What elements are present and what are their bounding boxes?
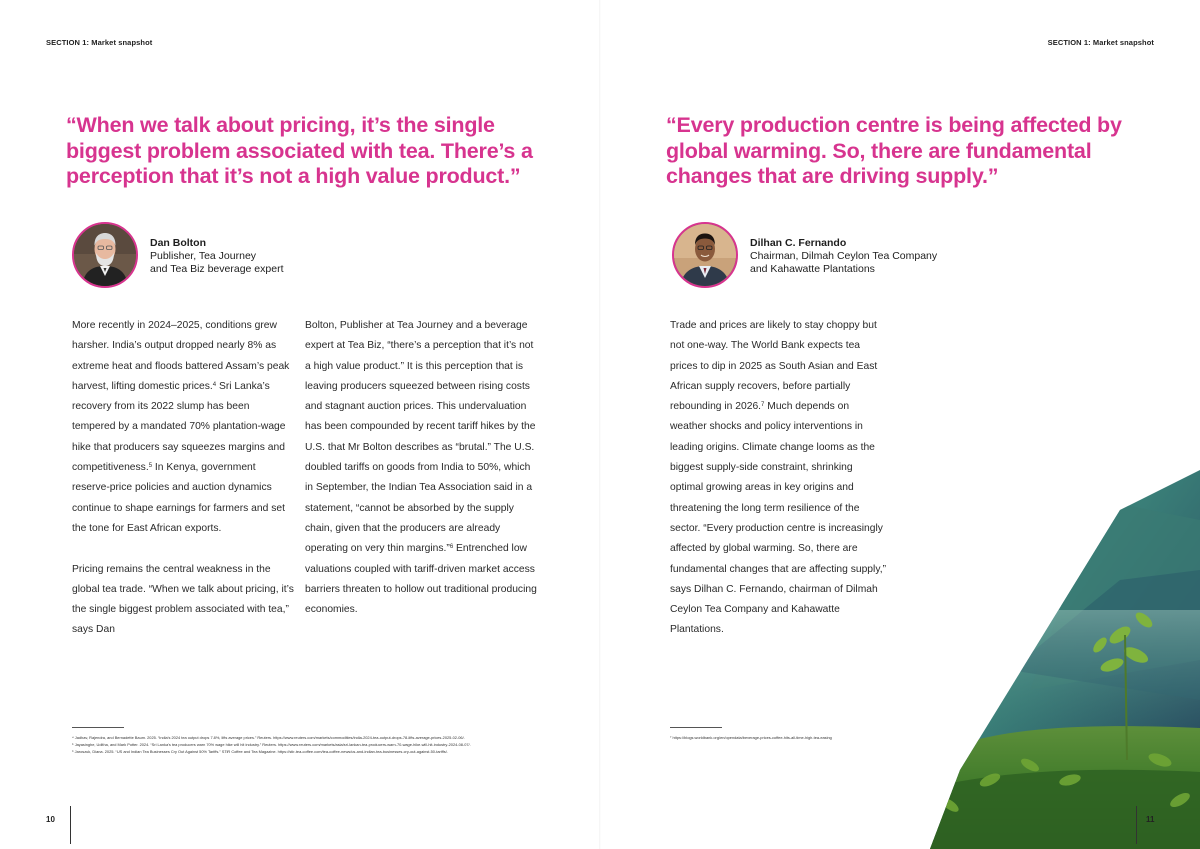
footnotes (72, 734, 534, 755)
body-paragraph: Bolton, Publisher at Tea Journey and a beverage expert at Tea Biz, “there’s a perception that it’s not a high value product.” It is this perception that is leaving producers squeezed between rising costs and stagnant auction prices. This undervaluation has been compounded by recent tariff hikes by the U.S. that Mr Bolton describes as “brutal.” The U.S. doubled tariffs on goods from India to 50%, which in September, the Indian Tea Association said in a statement, “cannot be absorbed by the supply chain, given that the producers are already operating on very thin margins.”$^6$ Entrenched low valuations coupled with tariff-driven market access barriers threaten to hollow out traditional producing economies. (305, 320, 537, 616)
speaker-details (150, 237, 430, 276)
pull-quote: “Every production centre is being affected by global warming. So, there are fundamental changes that are driving supply.” (666, 113, 1122, 188)
page-number-rule (70, 806, 71, 844)
tea-plantation-landscape-icon (920, 460, 1200, 849)
speaker-role-line-2: and Kahawatte Plantations (750, 263, 875, 275)
page-number: 10 (46, 815, 55, 824)
body-paragraph: Trade and prices are likely to stay choppy but not one-way. The World Bank expects tea prices to dip in 2025 as South Asian and East African supply recovers, before partially rebounding in 2026.$^7$ Much depends on weather shocks and policy interventions in leading origins. Climate change looms as the biggest supply-side constraint, shrinking optimal growing areas in key origins and threatening the long term resilience of the sector. “Every production centre is increasingly affected by global warming. So, there are fundamental changes that are affecting supply,” says Dilhan C. Fernando, chairman of Dilmah Ceylon Tea Company and Kahawatte Plantations. (670, 320, 886, 636)
footnote: ⁴ Jadhav, Rajendra, and Bernadette Baum. 2025. “India’s 2024 tea output drops 7.8%, lifts average prices.” Reuters. https://www.reuters.com/markets/commodities/india-2024-tea-output-drops-78-lifts-average-prices-2025-02-06/. (72, 735, 465, 740)
pull-quote: “When we talk about pricing, it’s the single biggest problem associated with tea. There’s a perception that it’s not a high value product.” (66, 113, 533, 188)
body-column-2 (305, 316, 537, 620)
speaker-avatar (672, 222, 738, 288)
portrait-photo-icon (674, 224, 736, 286)
body-column-1 (72, 316, 294, 641)
speaker-role-line-2: and Tea Biz beverage expert (150, 263, 284, 275)
section-label: SECTION 1: Market snapshot (1047, 38, 1154, 47)
page-number: 11 (1146, 815, 1155, 824)
right-page (600, 0, 1200, 849)
body-paragraph: More recently in 2024–2025, conditions grew harsher. India’s output dropped nearly 8% as extreme heat and floods battered Assam’s peak harvest, lifting domestic prices.$^4$ Sri Lanka’s recovery from its 2022 slump has been tempered by a mandated 70% plantation-wage hike that producers say squeezes margins and competitiveness.$^5$ In Kenya, government reserve-price policies and auction dynamics continue to shape earnings for farmers and set the tone for East African exports. (72, 320, 290, 534)
body-column-3 (670, 316, 888, 641)
footnote: ⁷ https://blogs.worldbank.org/en/opendata/beverage-prices-coffee-hits-all-time-high-tea-easing (670, 735, 832, 740)
portrait-photo-icon (74, 224, 136, 286)
footnote: ⁶ Jaroszuk, Diana. 2025. “US and Indian Tea Businesses Cry Out Against 50% Tariffs.” STiR Coffee and Tea Magazine. https://stir-tea-coffee.com/tea-coffee-news/us-and-indian-tea-businesses-cry-out-against-50-tariffs/. (72, 749, 448, 754)
speaker-role-line-1: Publisher, Tea Journey (150, 250, 257, 262)
section-label: SECTION 1: Market snapshot (46, 38, 153, 47)
speaker-name: Dan Bolton (150, 237, 206, 249)
page-spine (599, 0, 601, 849)
footnote-divider (670, 727, 722, 728)
page-number-rule (1136, 806, 1137, 844)
body-paragraph: Pricing remains the central weakness in the global tea trade. “When we talk about pricing, it’s the single biggest problem associated with tea,” says Dan (72, 563, 294, 636)
speaker-details (750, 237, 1030, 276)
speaker-role-line-1: Chairman, Dilmah Ceylon Tea Company (750, 250, 938, 262)
speaker-avatar (72, 222, 138, 288)
footnote-divider (72, 727, 124, 728)
footnote: ⁵ Jayasinghe, Uditha, and Mark Potter. 2024. “Sri Lanka’s tea producers warn 70% wage hike will hit industry.” Reuters. https://www.reuters.com/markets/asia/sri-lankan-tea-producers-warn-70-wage-hike-will-hit-industry-2024-08-07/. (72, 742, 471, 747)
footnotes (670, 734, 850, 741)
speaker-name: Dilhan C. Fernando (750, 237, 847, 249)
